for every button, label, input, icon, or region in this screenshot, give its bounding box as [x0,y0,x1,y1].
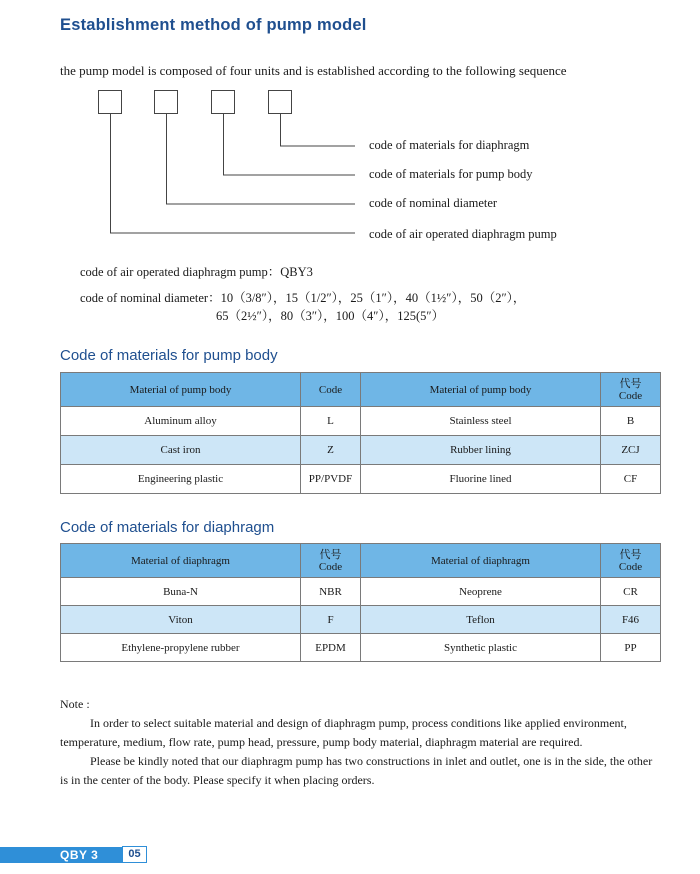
header-material: Material of pump body [61,373,301,407]
material-cell: Ethylene-propylene rubber [61,634,301,662]
diameter-code-line-2: 65（2½″），80（3″），100（4″），125(5″） [216,309,445,323]
code-cell: PP [601,634,661,662]
model-diagram-lines [0,0,700,260]
material-cell: Stainless steel [361,407,601,436]
table-header-row [61,373,661,407]
pump-code-line: code of air operated diaphragm pump：QBY3 [80,265,313,279]
header-code [601,544,661,578]
header-material: Material of pump body [361,373,601,407]
code-cell: B [601,407,661,436]
note-block [60,695,660,790]
code-cell: PP/PVDF [301,465,361,494]
material-cell: Teflon [361,606,601,634]
table-row [61,606,661,634]
intro-text: the pump model is composed of four units and is established according to the following sequence [60,63,567,78]
code-cell: L [301,407,361,436]
material-cell: Synthetic plastic [361,634,601,662]
material-cell: Viton [61,606,301,634]
header-code-en: Code [618,560,643,573]
material-cell: Engineering plastic [61,465,301,494]
code-cell: CR [601,578,661,606]
label-pump-type-code: code of air operated diaphragm pump [369,227,557,241]
material-cell: Neoprene [361,578,601,606]
note-paragraph-1: In order to select suitable material and design of diaphragm pump, process conditions like applied environment, temperature, medium, flow rate, pump head, pressure, pump body material, diaphragm material are required. [60,716,627,749]
code-cell: CF [601,465,661,494]
header-code-cn: 代号 [619,377,642,390]
label-nominal-diameter-code: code of nominal diameter [369,196,498,210]
header-code-en: Code [318,560,343,573]
label-pump-body-code: code of materials for pump body [369,167,533,181]
code-cell: Z [301,436,361,465]
material-cell: Rubber lining [361,436,601,465]
code-cell: F [301,606,361,634]
table-row [61,465,661,494]
diaphragm-section-title: Code of materials for diaphragm [60,519,275,536]
pump-body-section-title: Code of materials for pump body [60,347,278,364]
header-material: Material of diaphragm [61,544,301,578]
code-cell: F46 [601,606,661,634]
diaphragm-material-table [60,543,661,662]
material-cell: Cast iron [61,436,301,465]
header-material: Material of diaphragm [361,544,601,578]
page-number: 05 [122,846,147,863]
material-cell: Aluminum alloy [61,407,301,436]
connector-line-diaphragm [281,114,356,146]
header-code [301,544,361,578]
note-heading: Note : [60,697,90,711]
header-code-en: Code [618,389,643,402]
footer-model-tag: QBY 3 [60,848,99,862]
material-cell: Buna-N [61,578,301,606]
diameter-code-line-1: code of nominal diameter：10（3/8″），15（1/2″），25（1″），40（1½″），50（2″）， [80,291,526,305]
table-row [61,407,661,436]
header-code [601,373,661,407]
table-row [61,634,661,662]
header-code-cn: 代号 [319,548,342,561]
connector-line-pump-body [224,114,356,175]
code-cell: ZCJ [601,436,661,465]
code-cell: EPDM [301,634,361,662]
table-row [61,436,661,465]
code-cell: NBR [301,578,361,606]
header-code: Code [301,373,361,407]
pump-body-material-table [60,372,661,494]
table-header-row [61,544,661,578]
label-diaphragm-code: code of materials for diaphragm [369,138,530,152]
page-title: Establishment method of pump model [60,16,367,34]
connector-line-pump-type [111,114,356,233]
connector-line-nominal-diameter [167,114,356,204]
table-row [61,578,661,606]
note-paragraph-2: Please be kindly noted that our diaphragm pump has two constructions in inlet and outlet, one is in the side, the other is in the center of the body. Please specify it when placing orders. [60,754,653,787]
header-code-cn: 代号 [619,548,642,561]
material-cell: Fluorine lined [361,465,601,494]
